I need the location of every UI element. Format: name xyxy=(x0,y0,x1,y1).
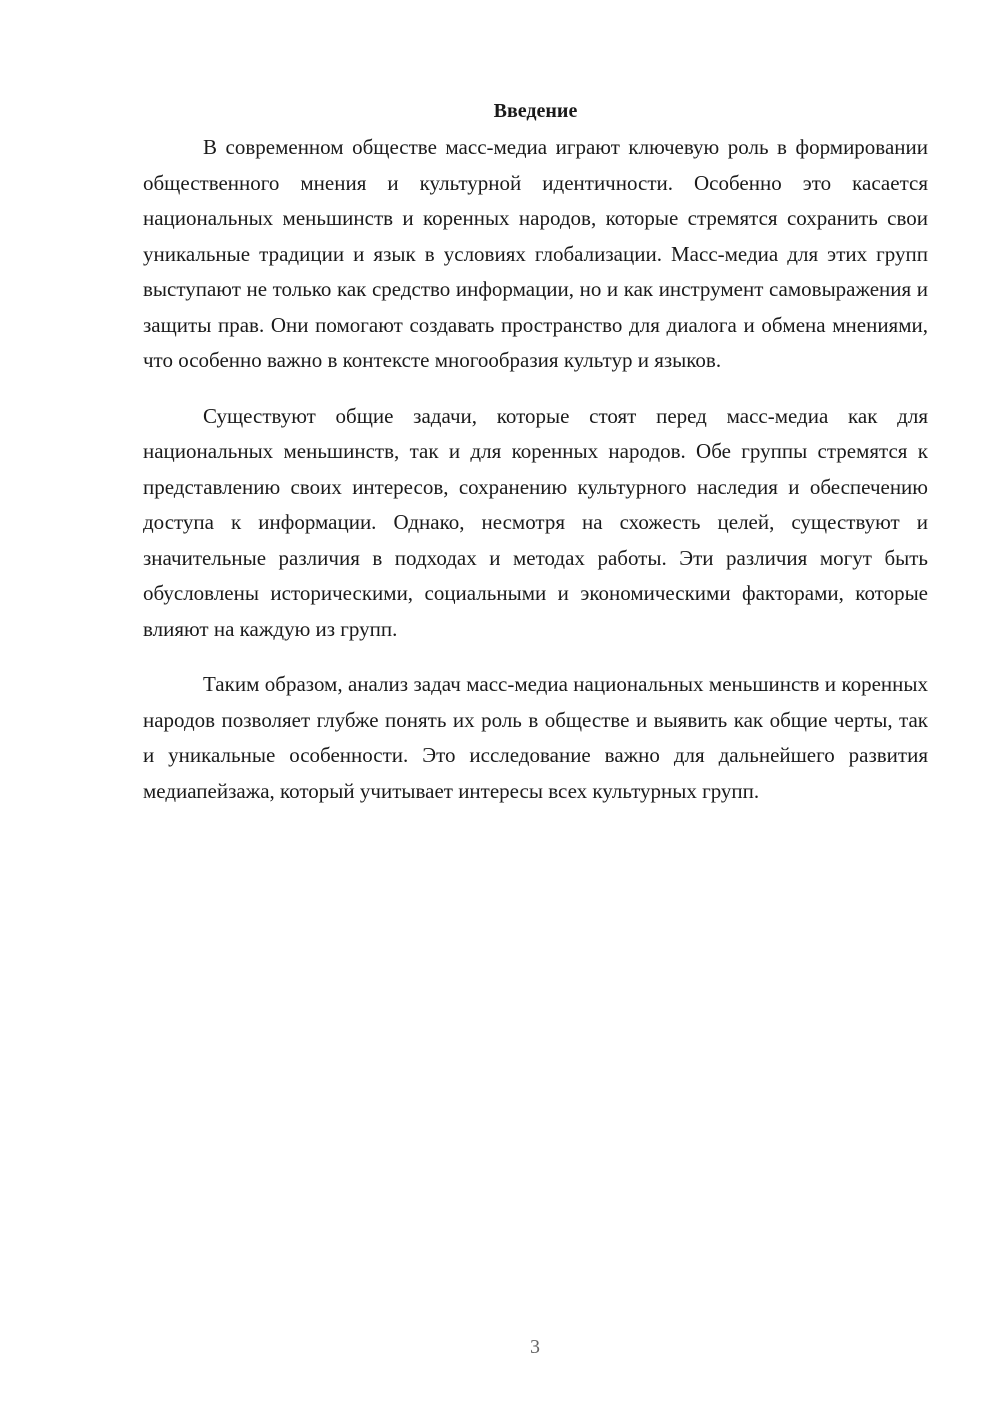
section-heading: Введение xyxy=(493,100,578,122)
page-content xyxy=(143,92,928,829)
page-number: 3 xyxy=(530,1336,540,1358)
paragraph-common-tasks: Существуют общие задачи, которые стоят перед масс-медиа как для национальных меньшинств, так и для коренных народов. Обе группы стремятся к представлению своих интересов, сохранению культурного наследия и обеспечению доступа к информации. Однако, несмотря на схожесть целей, существуют и значительные различия в подходах и методах работы. Эти различия могут быть обусловлены историческими, социальными и экономическими факторами, которые влияют на каждую из групп. xyxy=(143,403,928,641)
paragraph-conclusion: Таким образом, анализ задач масс-медиа национальных меньшинств и коренных народов позволяет глубже понять их роль в обществе и выявить как общие черты, так и уникальные особенности. Это исследование важно для дальнейшего развития медиапейзажа, который учитывает интересы всех культурных групп. xyxy=(143,672,928,803)
paragraph-intro: В современном обществе масс-медиа играют ключевую роль в формировании общественного мнения и культурной идентичности. Особенно это касается национальных меньшинств и коренных народов, которые стремятся сохранить свои уникальные традиции и язык в условиях глобализации. Масс-медиа для этих групп выступают не только как средство информации, но и как инструмент самовыражения и защиты прав. Они помогают создавать пространство для диалога и обмена мнениями, что особенно важно в контексте многообразия культур и языков. xyxy=(143,135,928,372)
